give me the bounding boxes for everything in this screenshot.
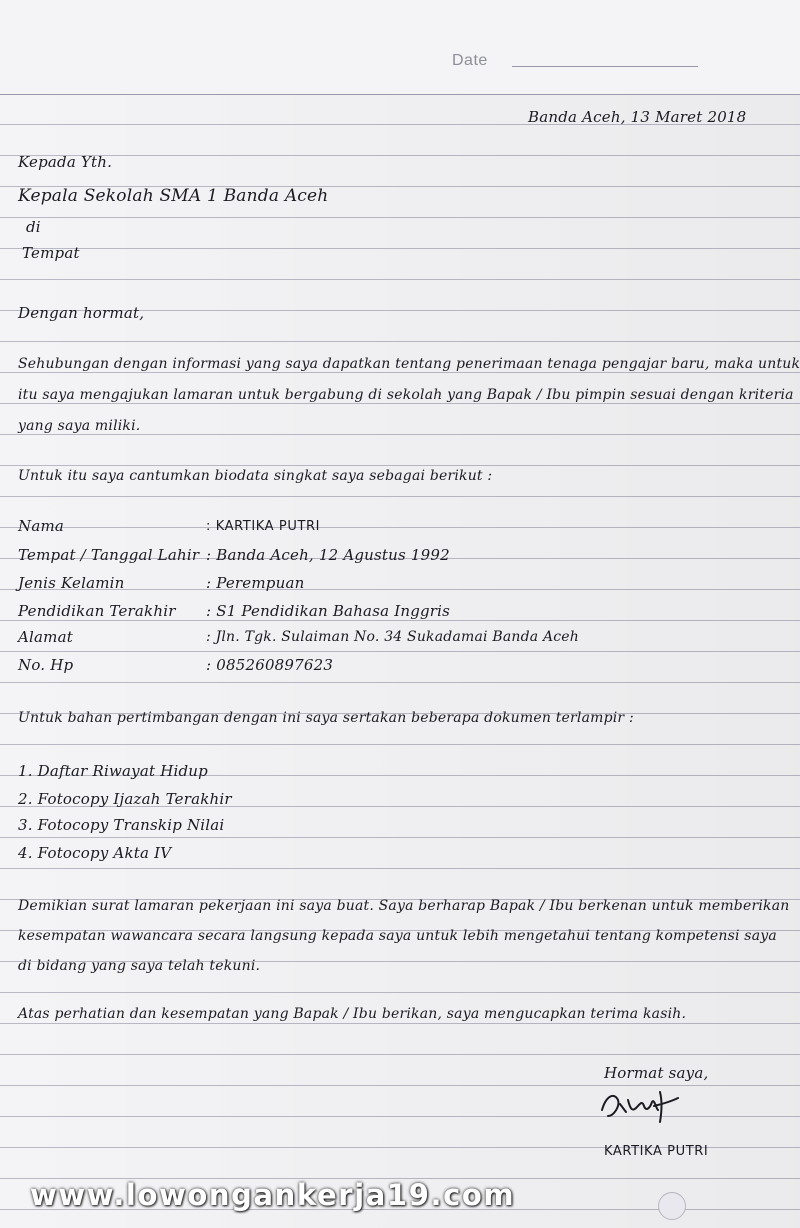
bio-label: Jenis Kelamin xyxy=(18,574,125,592)
closing-line: Demikian surat lamaran pekerjaan ini saya buat. Saya berharap Bapak / Ibu berkenan untuk memberikan xyxy=(18,898,790,914)
closing-line: kesempatan wawancara secara langsung kepada saya untuk lebih mengetahui tentang kompetensi saya xyxy=(18,928,777,944)
attachments-intro: Untuk bahan pertimbangan dengan ini saya sertakan beberapa dokumen terlampir : xyxy=(18,710,634,726)
recipient-line: Tempat xyxy=(22,244,80,262)
attachment-item: 3. Fotocopy Transkip Nilai xyxy=(18,816,225,834)
salutation: Dengan hormat, xyxy=(18,304,145,322)
bio-label: Alamat xyxy=(18,628,73,646)
place-date: Banda Aceh, 13 Maret 2018 xyxy=(528,108,747,126)
date-label: Date xyxy=(452,52,488,69)
regards: Hormat saya, xyxy=(604,1064,709,1082)
bio-label: Pendidikan Terakhir xyxy=(18,602,176,620)
opening-line: itu saya mengajukan lamaran untuk bergabung di sekolah yang Bapak / Ibu pimpin sesuai dengan kriteria xyxy=(18,387,794,403)
recipient-line: di xyxy=(26,218,41,236)
closing-line: di bidang yang saya telah tekuni. xyxy=(18,958,261,974)
signature-name: KARTIKA PUTRI xyxy=(604,1144,709,1159)
date-line xyxy=(512,66,698,67)
bio-label: Tempat / Tanggal Lahir xyxy=(18,546,200,564)
bio-label: Nama xyxy=(18,517,65,535)
thanks-line: Atas perhatian dan kesempatan yang Bapak / Ibu berikan, saya mengucapkan terima kasih. xyxy=(18,1006,687,1022)
bio-value: : KARTIKA PUTRI xyxy=(206,519,321,534)
bio-value: : Perempuan xyxy=(206,574,305,592)
opening-line: yang saya miliki. xyxy=(18,418,141,434)
attachment-item: 1. Daftar Riwayat Hidup xyxy=(18,762,208,780)
recipient-line: Kepala Sekolah SMA 1 Banda Aceh xyxy=(18,186,329,206)
bio-value: : S1 Pendidikan Bahasa Inggris xyxy=(206,602,451,620)
opening-line: Sehubungan dengan informasi yang saya dapatkan tentang penerimaan tenaga pengajar baru, maka untuk xyxy=(18,356,800,372)
bio-label: No. Hp xyxy=(18,656,74,674)
paper-header xyxy=(0,0,800,95)
watermark: www.lowongankerja19.com xyxy=(30,1178,516,1212)
recipient-line: Kepada Yth. xyxy=(18,153,113,171)
paper-brand-stamp xyxy=(658,1192,686,1220)
bio-value: : Jln. Tgk. Sulaiman No. 34 Sukadamai Banda Aceh xyxy=(206,629,580,645)
attachment-item: 2. Fotocopy Ijazah Terakhir xyxy=(18,790,232,808)
bio-value: : 085260897623 xyxy=(206,656,334,674)
handwritten-signature xyxy=(596,1086,692,1126)
bio-value: : Banda Aceh, 12 Agustus 1992 xyxy=(206,546,450,564)
attachment-item: 4. Fotocopy Akta IV xyxy=(18,844,172,862)
bio-intro: Untuk itu saya cantumkan biodata singkat saya sebagai berikut : xyxy=(18,468,493,484)
